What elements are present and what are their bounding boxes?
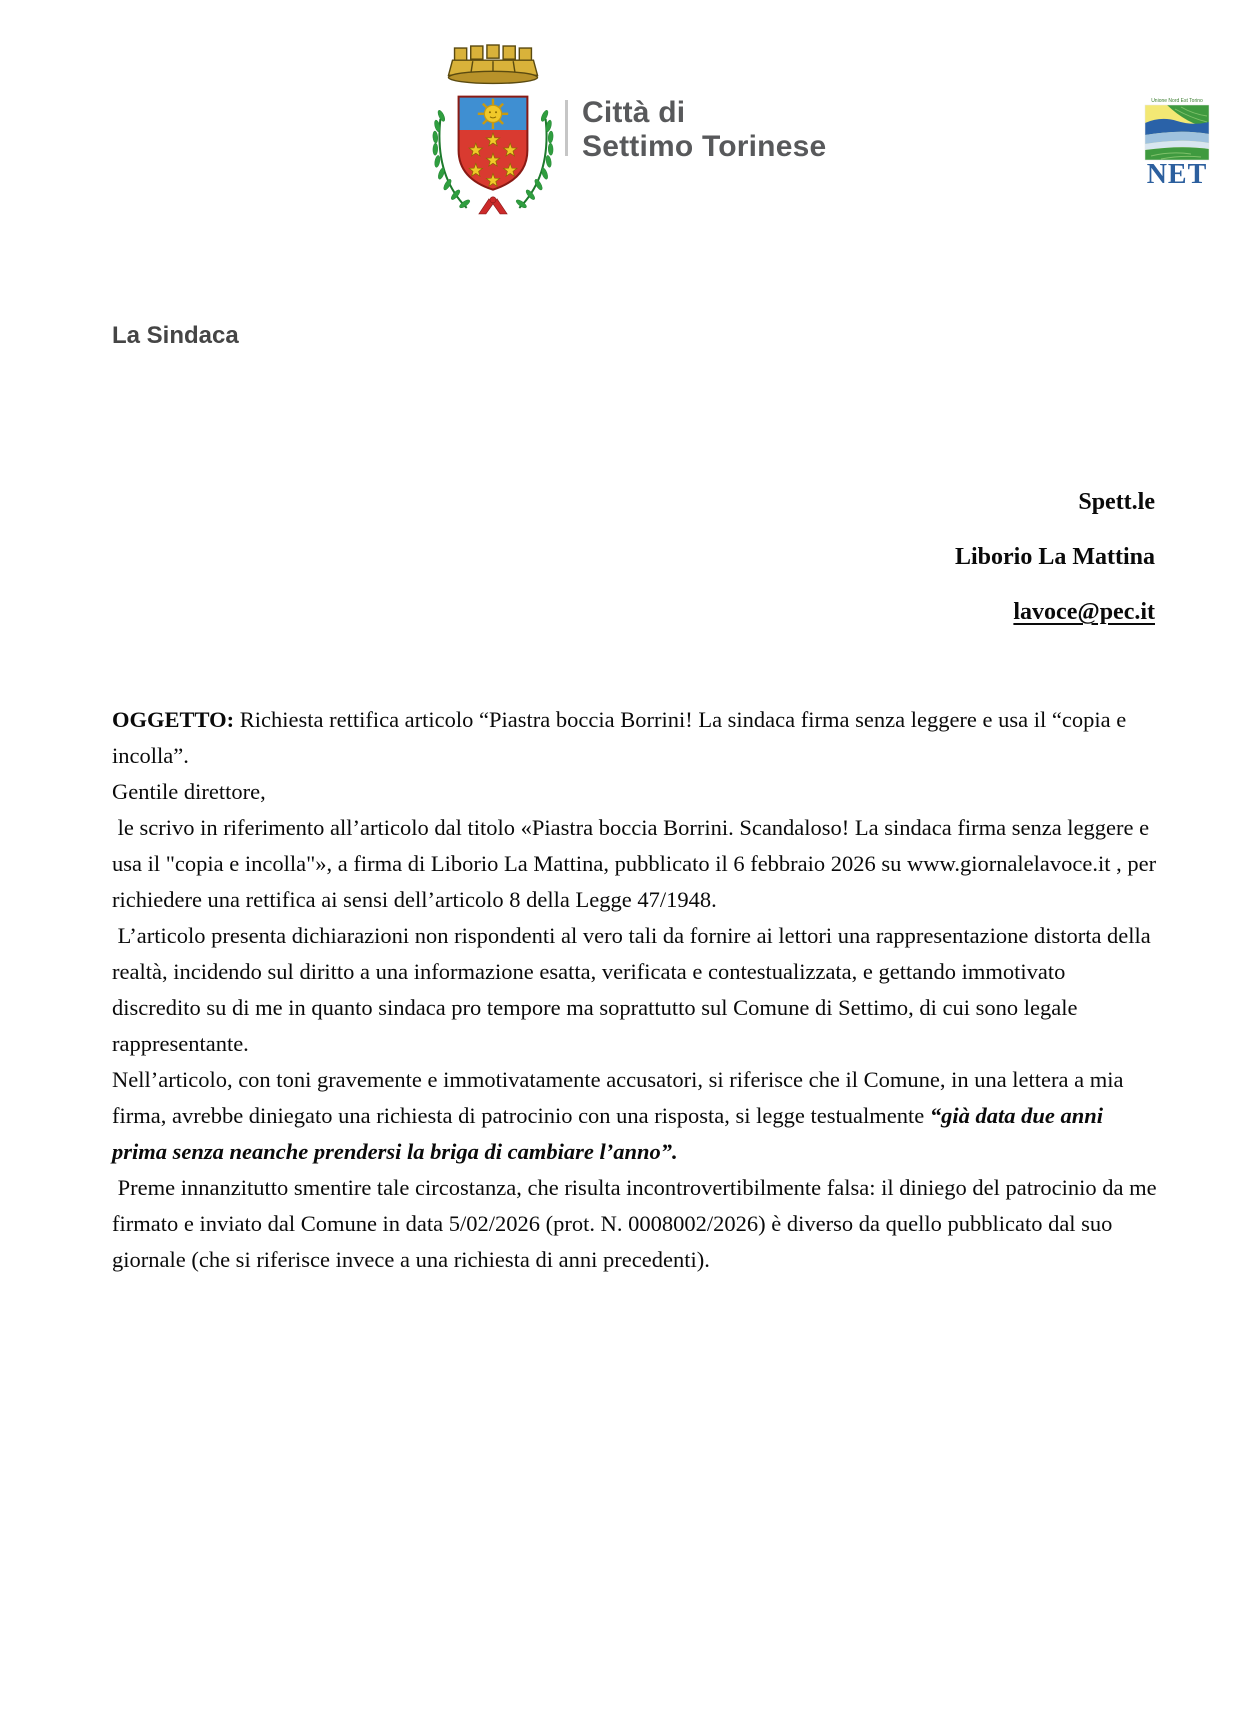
- subject-text: Richiesta rettifica articolo “Piastra boccia Borrini! La sindaca firma senza leggere e usa il “copia e incolla”.: [112, 707, 1127, 768]
- net-logo-top-text: Unione Nord Est Torino: [1151, 98, 1203, 104]
- paragraph-quote-lead: Nell’articolo, con toni gravemente e immotivatamente accusatori, si riferisce che il Comune, in una lettera a mia firma, avrebbe diniegato una richiesta di patrocinio con una risposta, si legge testualmente: [112, 1067, 1124, 1128]
- recipient-salutation: Spett.le: [1078, 489, 1155, 515]
- net-logo-label: NET: [1146, 159, 1208, 188]
- sender-title: La Sindaca: [112, 322, 239, 349]
- paragraph-reference: le scrivo in riferimento all’articolo dal titolo «Piastra boccia Borrini. Scandaloso! La sindaca firma senza leggere e usa il "copia e incolla"», a firma di Liborio La Mattina, pubblicato il 6 febbraio 2026 su www.giornalelavoce.it , per richiedere una rettifica ai sensi dell’articolo 8 della Legge 47/1948.: [112, 815, 1157, 912]
- settimo-coat-of-arms-icon: [428, 44, 560, 216]
- letter-body: [112, 702, 1158, 1278]
- subject-line: [112, 702, 1158, 774]
- recipient-block: [955, 490, 1155, 655]
- net-logo: [1141, 96, 1213, 188]
- paragraph-claims: L’articolo presenta dichiarazioni non rispondenti al vero tali da fornire ai lettori una rappresentazione distorta della realtà, incidendo sul diritto a una informazione esatta, verificata e contestualizzata, e gettando immotivato discredito su di me in quanto sindaca pro tempore ma soprattutto sul Comune di Settimo, di cui sono legale rappresentante.: [112, 923, 1151, 1056]
- city-name: [582, 96, 826, 164]
- paragraph-rebuttal: Preme innanzitutto smentire tale circostanza, che risulta incontrovertibilmente falsa: il diniego del patrocinio da me firmato e inviato dal Comune in data 5/02/2026 (prot. N. 0008002/2026) è diverso da quello pubblicato dal suo giornale (che si riferisce invece a una richiesta di anni precedenti).: [112, 1175, 1157, 1272]
- recipient-name: Liborio La Mattina: [954, 544, 1155, 570]
- recipient-email-link[interactable]: lavoce@pec.it: [1013, 599, 1155, 625]
- greeting: Gentile direttore,: [112, 779, 266, 804]
- paragraph-quote: [112, 1062, 1158, 1170]
- subject-label: OGGETTO:: [112, 707, 235, 732]
- city-name-line1: Città di: [582, 96, 686, 129]
- header-divider: [565, 100, 568, 156]
- quoted-phrase: “già data due anni prima senza neanche prendersi la briga di cambiare l’anno”.: [112, 1103, 1104, 1164]
- city-name-line2: Settimo Torinese: [582, 130, 827, 163]
